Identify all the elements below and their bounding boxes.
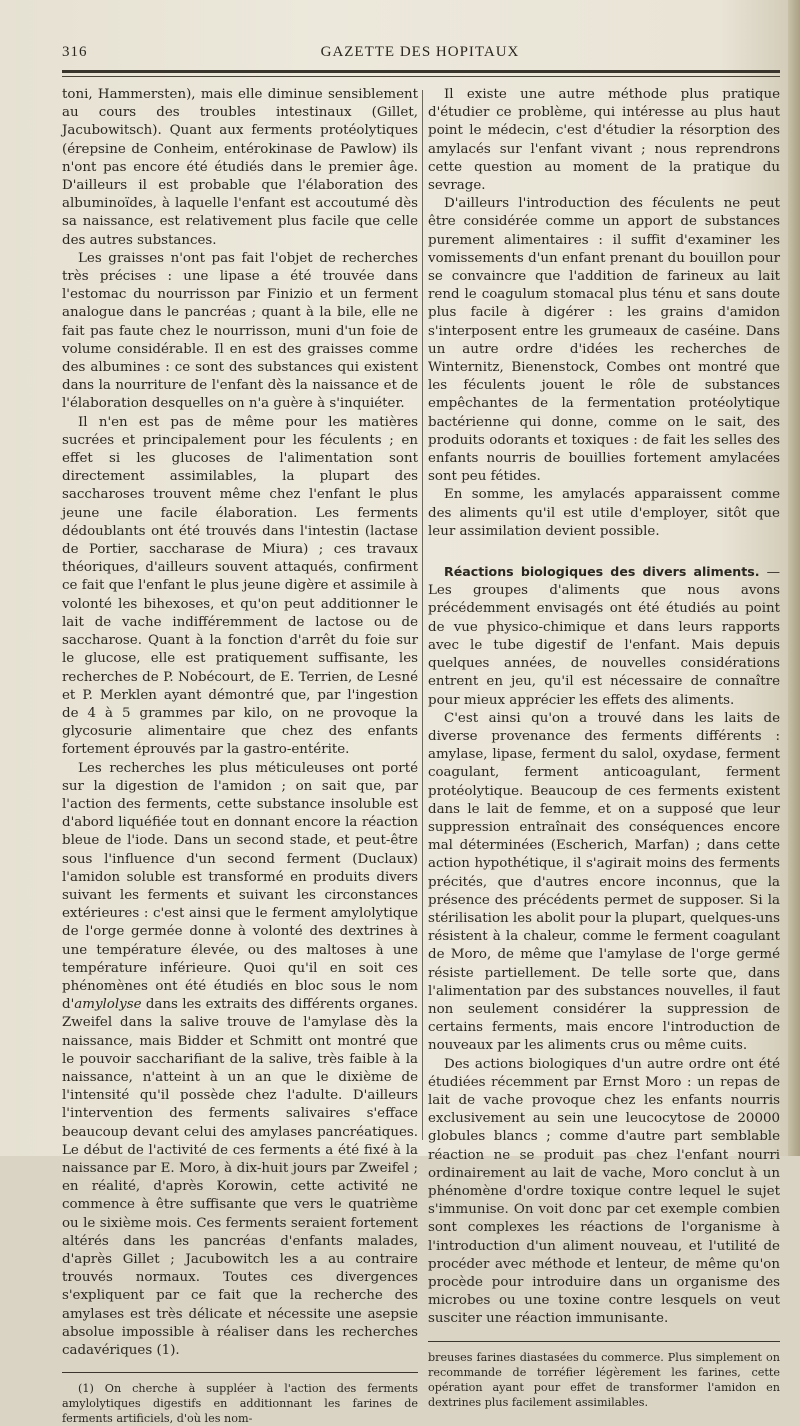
paragraph: Des actions biologiques d'un autre ordre ont été étudiées récemment par Ernst Moro : un repas de lait de vache provoque chez les enfants nourris exclusivement au sein une leucocytose de 20000 globules blancs ; comme d'autre part semblable réaction ne se produit pas chez l'enfant nourri ordinairement au lait de vache, Moro conclut à un phénomène d'ordre toxique contre lequel le sujet s'immunise. On voit donc par cet exemple combien sont complexes les réactions de l'organisme à l'introduction d'un aliment nouveau, et l'utilité de procéder avec méthode et lenteur, de même qu'on procède pour introduire dans un organisme des microbes ou une toxine contre lesquels on veut susciter une réaction immunisante. xyxy=(428,1056,780,1327)
paragraph: toni, Hammersten), mais elle diminue sensiblement au cours des troubles intestinaux (Gillet, Jacubowitsch). Quant aux ferments protéolytiques (érepsine de Conheim, entérokinase de Pawlow) ils n'ont pas encore été étudiés dans le premier âge. D'ailleurs il est probable que l'élaboration des albuminoïdes, à laquelle l'enfant est accoutumé dès sa naissance, est relativement plus facile que celle des autres substances. xyxy=(62,87,418,248)
left-column xyxy=(62,86,418,1426)
footnote-rule xyxy=(428,1341,780,1342)
footnote-continuation: breuses farines diastasées du commerce. Plus simplement on recommande de torréfier légèrement les farines, cette opération ayant pour effet de transformer l'amidon en dextrines plus facilement assimilables. xyxy=(428,1350,780,1409)
paragraph: C'est ainsi qu'on a trouvé dans les laits de diverse provenance des ferments différents : amylase, lipase, ferment du salol, oxydase, ferment coagulant, ferment anticoagulant, ferment protéolytique. Beaucoup de ces ferments existent dans le lait de femme, et on a supposé que leur suppression entraînait des conséquences encore mal déterminées (Escherich, Marfan) ; dans cette action hypothétique, il s'agirait moins des ferments précités, que d'autres encore inconnus, que la présence des précédents permet de supposer. Si la stérilisation les abolit pour la plupart, quelques-uns résistent à la chaleur, comme le ferment coagulant de Moro, de même que l'amylase de l'orge germé résiste partiellement. De telle sorte que, dans l'alimentation par des substances nouvelles, il faut non seulement considérer la suppression de certains ferments, mais encore l'introduction de nouveaux par les aliments crus ou même cuits. xyxy=(428,710,780,1054)
paragraph: D'ailleurs l'introduction des féculents ne peut être considérée comme un apport de substances purement alimentaires : il suffit d'examiner les vomissements d'un enfant prenant du bouillon pour se convaincre que l'addition de farineux au lait rend le coagulum stomacal plus ténu et sans doute plus facile à digérer : les grains d'amidon s'interposent entre les grumeaux de caséine. Dans un autre ordre d'idées les recherches de Winternitz, Bienenstock, Combes ont montré que les féculents jouent le rôle de substances empêchantes de la fermentation protéolytique bactérienne qui donne, comme on le sait, des produits odorants et toxiques : de fait les selles des enfants nourris de bouillies fortement amylacées sont peu fétides. xyxy=(428,196,780,485)
running-title: GAZETTE DES HOPITAUX xyxy=(320,44,520,60)
paragraph: Il existe une autre méthode plus pratique d'étudier ce problème, qui intéresse au plus haut point le médecin, c'est d'étudier la résorption des amylacés sur l'enfant vivant ; nous reprendrons cette question au moment de la pratique du sevrage. xyxy=(428,87,780,194)
header-rule-thin xyxy=(62,76,780,77)
italic-term: amylolyse xyxy=(74,997,142,1013)
text-run: — Les groupes d'aliments que nous avons précédemment envisagés ont été étudiés au point de vue physico-chimique et dans leurs rapports avec le tube digestif de l'enfant. Mais depuis quelques années, de nouvelles considérations entrent en jeu, qu'il est nécessaire de connaître pour mieux apprécier les effets des aliments. xyxy=(428,565,780,708)
header-rule xyxy=(62,70,780,73)
paragraph: Les graisses n'ont pas fait l'objet de recherches très précises : une lipase a été trouvée dans l'estomac du nourrisson par Finizio et un ferment analogue dans le pancréas ; quant à la bile, elle ne fait pas faute chez le nourrisson, muni d'un foie de volume considérable. Il en est des graisses comme des albumines : ce sont des substances qui existent dans la nourriture de l'enfant dès la naissance et de l'élaboration desquelles on n'a guère à s'inquiéter. xyxy=(62,250,418,412)
text-run: Les recherches les plus méticuleuses ont porté sur la digestion de l'amidon ; on sait que, par l'action des ferments, cette substance insoluble est d'abord liquéfiée tout en donnant encore la réaction bleue de l'iode. Dans un second stade, et peut-être sous l'influence d'un second ferment (Duclaux) l'amidon soluble est transformé en produits divers suivant les ferments et suivant les circonstances extérieures : c'est ainsi que le ferment amylolytique de l'orge germée donne à volonté des dextrines à une température élevée, ou des maltoses à une température inférieure. Quoi qu'il en soit ces phénomènes ont été étudiés en bloc sous le nom d' xyxy=(62,760,418,1013)
page-number: 316 xyxy=(62,44,88,60)
paragraph: En somme, les amylacés apparaissent comme des aliments qu'il est utile d'employer, sitôt que leur assimilation devient possible. xyxy=(428,487,780,539)
section-paragraph xyxy=(428,563,780,710)
footnote: (1) On cherche à suppléer à l'action des ferments amylolytiques digestifs en additionnant les farines de ferments artificiels, d'où les nom- xyxy=(62,1382,418,1426)
page-edge xyxy=(788,0,800,1156)
paragraph: Il n'en est pas de même pour les matières sucrées et principalement pour les féculents ; en effet si les glucoses de l'alimentation sont directement assimilables, la plupart des saccharoses trouvent même chez l'enfant le plus jeune une facile élaboration. Les ferments dédoublants ont été trouvés dans l'intestin (lactase de Portier, saccharase de Miura) ; ces travaux théoriques, d'ailleurs souvent attaqués, confirment ce fait que l'enfant le plus jeune digère et assimile à volonté les bihexoses, et qu'on peut additionner le lait de vache indifféremment de lactose ou de saccharose. Quant à la fonction d'arrêt du foie sur le glucose, elle est pratiquement suffisante, les recherches de P. Nobécourt, de E. Terrien, de Lesné et P. Merklen ayant démontré que, par l'ingestion de 4 à 5 grammes par kilo, on ne provoque la glycosurie alimentaire que chez des enfants fortement éprouvés par la gastro-entérite. xyxy=(62,414,418,758)
section-heading: Réactions biologiques des divers aliments. xyxy=(444,564,760,580)
paragraph xyxy=(62,760,418,1361)
page-header xyxy=(62,44,778,66)
text-run: dans les extraits des différents organes. Zweifel dans la salive trouve de l'amylase dès la naissance, mais Bidder et Schmitt ont montré que le pouvoir saccharifiant de la salive, très faible à la naissance, n'atteint à un an que le dixième de l'intensité qu'il possède chez l'adulte. D'ailleurs l'intervention des ferments salivaires s'efface beaucoup devant celui des amylases pancréatiques. Le début de l'activité de ces ferments a été fixé à la naissance par E. Moro, à dix-huit jours par Zweifel ; en réalité, d'après Korowin, cette activité ne commence à être suffisante que vers le quatrième ou le sixième mois. Ces ferments seraient fortement altérés dans les pancréas d'enfants malades, d'après Gillet ; Jacubowitch les a au contraire trouvés normaux. Toutes ces divergences s'expliquent par ce fait que la recherche des amylases est très délicate et nécessite une asepsie absolue impossible à réaliser dans les recherches cadavériques (1). xyxy=(62,997,418,1359)
column-divider xyxy=(422,90,423,1140)
right-column xyxy=(428,86,780,1410)
footnote-rule xyxy=(62,1372,418,1373)
